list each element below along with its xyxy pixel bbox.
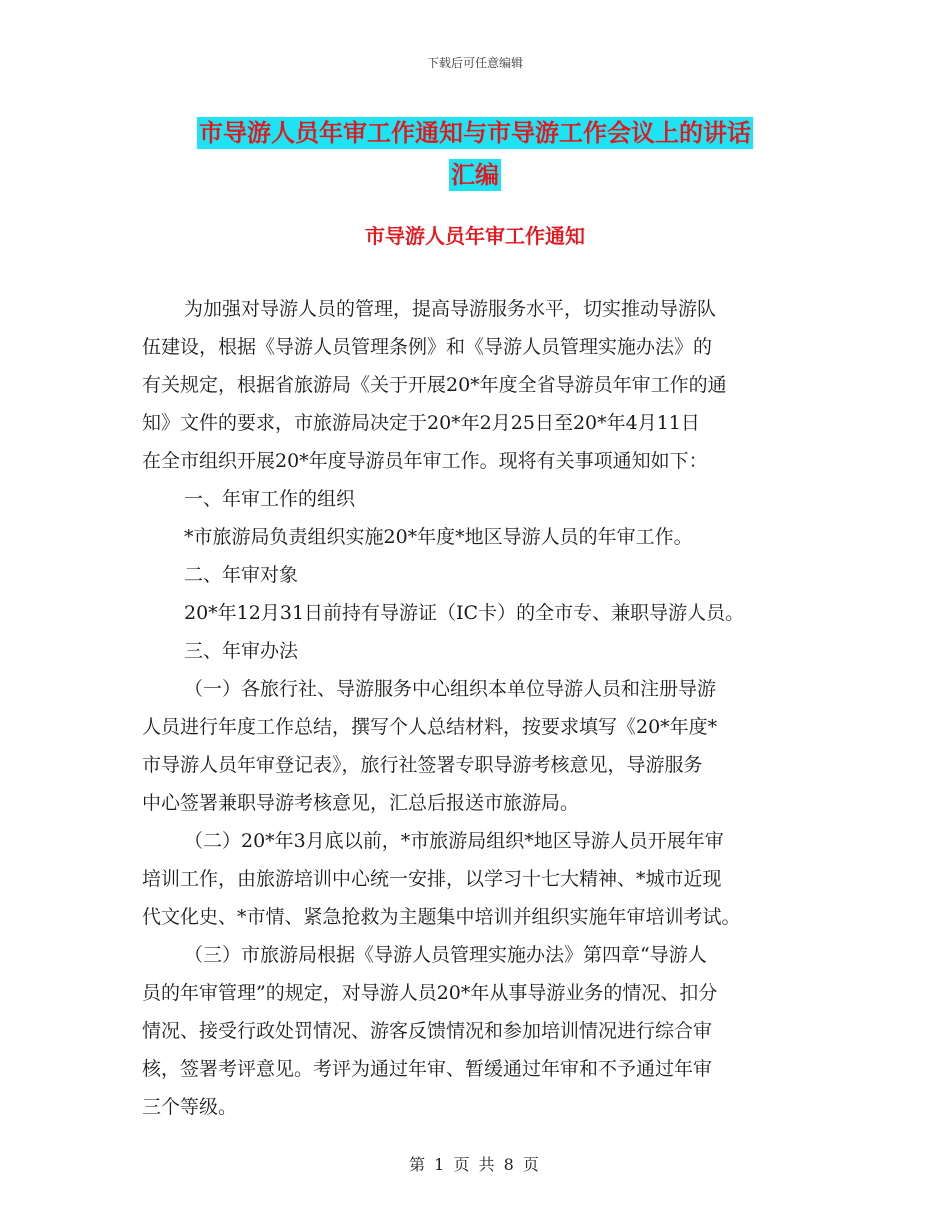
body-line: （一）各旅行社、导游服务中心组织本单位导游人员和注册导游 xyxy=(184,678,717,700)
body-line: （二）20*年3月底以前，*市旅游局组织*地区导游人员开展年审 xyxy=(184,830,724,852)
page-footer: 第 1 页 共 8 页 xyxy=(409,1155,541,1174)
body-line: 市导游人员年审登记表》，旅行社签署专职导游考核意见，导游服务 xyxy=(142,754,703,776)
page-header-note: 下载后可任意编辑 xyxy=(426,56,523,70)
body-line: 知》文件的要求，市旅游局决定于20*年2月25日至20*年4月11日 xyxy=(142,412,700,434)
title-line-1: 市导游人员年审工作通知与市导游工作会议上的讲话 xyxy=(199,119,751,147)
body-line: （三）市旅游局根据《导游人员管理实施办法》第四章“导游人 xyxy=(184,944,707,966)
body-line: 三、年审办法 xyxy=(184,640,299,662)
body-line: 为加强对导游人员的管理，提高导游服务水平，切实推动导游队 xyxy=(184,298,717,320)
body-line: 20*年12月31日前持有导游证（IC卡）的全市专、兼职导游人员。 xyxy=(184,602,745,624)
body-line: 二、年审对象 xyxy=(184,564,299,586)
body-line: 一、年审工作的组织 xyxy=(184,488,356,510)
body-line: 员的年审管理”的规定，对导游人员20*年从事导游业务的情况、扣分 xyxy=(142,982,718,1004)
body-line: 三个等级。 xyxy=(142,1096,238,1118)
body-line: 情况、接受行政处罚情况、游客反馈情况和参加培训情况进行综合审 xyxy=(142,1020,713,1042)
body-line: 核，签署考评意见。考评为通过年审、暂缓通过年审和不予通过年审 xyxy=(142,1058,713,1080)
body-line: 伍建设，根据《导游人员管理条例》和《导游人员管理实施办法》的 xyxy=(142,336,713,358)
body-line: 中心签署兼职导游考核意见，汇总后报送市旅游局。 xyxy=(142,792,580,814)
title-line-2: 汇编 xyxy=(451,161,499,189)
body-line: *市旅游局负责组织实施20*年度*地区导游人员的年审工作。 xyxy=(184,526,693,548)
body-line: 培训工作，由旅游培训中心统一安排，以学习十七大精神、*城市近现 xyxy=(142,868,722,890)
body-line: 在全市组织开展20*年度导游员年审工作。现将有关事项通知如下： xyxy=(142,450,708,472)
body-line: 人员进行年度工作总结，撰写个人总结材料，按要求填写《20*年度* xyxy=(142,716,718,738)
document-body xyxy=(142,290,822,1126)
body-line: 代文化史、*市情、紧急抢救为主题集中培训并组织实施年审培训考试。 xyxy=(142,906,741,928)
section-title: 市导游人员年审工作通知 xyxy=(365,224,585,248)
body-line: 有关规定，根据省旅游局《关于开展20*年度全省导游员年审工作的通 xyxy=(142,374,727,396)
document-title xyxy=(0,112,950,196)
